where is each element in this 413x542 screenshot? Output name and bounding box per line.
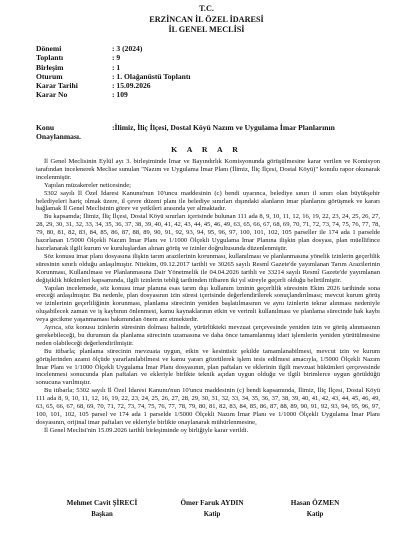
meta-value: : 109	[112, 90, 128, 100]
meta-row-donem	[36, 44, 191, 53]
meta-label: Toplantı	[36, 53, 64, 63]
meta-value: : 15.09.2026	[112, 81, 151, 91]
signature-clerk-1	[164, 499, 260, 521]
meta-value: : 9	[112, 53, 121, 63]
subject-value: :İlimiz, İliç İlçesi, Dostal Köyü Nazım ve Uygulama İmar Planlarının Onaylanması.	[36, 123, 335, 141]
header-institution: ERZİNCAN İL ÖZEL İDARESİ	[149, 14, 264, 24]
meta-label: Birleşim	[36, 62, 64, 72]
meta-value: : 3 (2024)	[112, 44, 143, 53]
signatory-name: Hasan ÖZMEN	[290, 499, 340, 507]
signatory-name: Ömer Faruk AYDIN	[180, 499, 244, 507]
paragraph: Söz konusu imar planı dosyasına ilişkin tarım arazilerinin korunması, kullanılması ve planlanmasına yönelik izinlerin geçerlilik süresinin sınırlı olduğu anlaşılmıştır. Nitekim, 09.12.2017 tarihli ve 30265 sayılı Resmî Gazete'de yayımlanan Tarım Arazilerinin Korunması, Kullanılması ve Planlanmasına Dair Yönetmelik ile 04.04.2026 tarihli ve 33214 sayılı Resmî Gazete'de yayımlanan değişiklik hükümleri kapsamında, ilgili izinlerin tebliğ tarihinden itibaren iki yıl süreyle geçerli olduğu belirtilmiştir.	[36, 252, 380, 284]
signatory-name: Mehmet Cavit ŞİRECİ	[66, 499, 138, 507]
meta-row-toplanti	[36, 53, 191, 62]
paragraph: İl Genel Meclisinin Eylül ayı 3. birleşiminde İmar ve Bayındırlık Komisyonunda görüşülmesine karar verilen ve Komisyon tarafından incelenerek Meclise sunulan "Nazım ve Uygulama İmar Planı (İlimiz, İliç İlçesi, Dostal Köyü)" konulu rapor okunarak incelenmiştir.	[36, 158, 380, 181]
meta-block	[36, 44, 191, 100]
meta-row-birlesim	[36, 63, 191, 72]
meta-row-karar-no	[36, 90, 191, 99]
subject-line	[36, 123, 380, 141]
paragraph: 5302 sayılı İl Özel İdaresi Kanunu'nun 10'uncu maddesinin (c) bendi uyarınca, belediye sınırı il sınırı olan büyükşehir belediyeleri hariç olmak üzere, il çevre düzeni planı ile belediye sınırları dışındaki alanların imar planlarını görüşmek ve kararı bağlamak İl Genel Meclisinin görev ve yetkileri arasında yer almaktadır.	[36, 189, 380, 213]
signatory-role: Katip	[203, 511, 221, 518]
paragraph: Bu itibarla; 5302 sayılı İl Özel İdaresi Kanunu'nun 10'uncu maddesinin (c) bendi kapsamında, İlimiz, İliç İlçesi, Dostal Köyü 111 ada 8, 9, 10, 11, 12, 16, 19, 22, 23, 24, 25, 26, 27, 28, 29, 30, 31, 32, 33, 34, 35, 36, 37, 38, 39, 40, 41, 42, 43, 44, 45, 46, 49, 63, 65, 66, 67, 68, 69, 70, 71, 72, 73, 74, 75, 76, 77, 78, 79, 80, 81, 82, 83, 84, 85, 86, 87, 88, 89, 90, 91, 92, 93, 94, 95, 96, 97, 100, 101, 102, 105 parsel ve 174 ada 1 parselde 1/5000 Ölçekli Nazım İmar Planı ve 1/1000 Ölçekli Uygulama İmar Planı dosyasının, orijinal imar paftaları ve ekleriyle birlikte onaylanarak mühürlenmesine,	[36, 387, 380, 426]
paragraph: Yapılan müzakereler neticesinde;	[44, 181, 131, 189]
meta-value: : 1	[112, 62, 121, 72]
header-tc: T.C.	[199, 4, 214, 13]
signature-chair	[52, 499, 152, 521]
signatory-role: Başkan	[91, 511, 113, 518]
meta-row-karar-tarihi	[36, 81, 191, 90]
signatory-role: Katip	[306, 511, 324, 518]
meta-label: Karar No	[36, 90, 68, 100]
paragraph: Yapılan incelemede, söz konusu imar planına esas tarım dışı kullanım izninin geçerlilik süresinin Ekim 2026 tarihinde sona ereceği anlaşılmıştır. Bu nedenle, plan dosyasının izin süresi içerisinde değerlendirilerek sonuçlandırılması; mevcut kurum görüş ve izinlerinin geçerliliğinin korunması, planlama sürecinin yeniden başlatılmasının ve aynı izinlerin tekrar alınması nedeniyle oluşabilecek zaman ve iş kaybının önlenmesi, kamu kaynaklarının etkin ve verimli kullanılması ve planlama sürecinde hak kaybı veya gecikme yaşanmaması bakımından önem arz etmektedir.	[36, 284, 380, 324]
subject-label: Konu	[36, 123, 55, 132]
meta-label: Karar Tarihi	[36, 81, 78, 91]
signature-clerk-2	[270, 499, 360, 521]
document-header	[0, 4, 413, 36]
paragraph: Ayrıca, söz konusu izinlerin süresinin dolması halinde, yürürlükteki mevzuat çerçevesinde yeniden izin ve görüş alınmasının gerekebileceği, bu durumun da planlama sürecinin uzamasına ve daha önce tamamlanmış idari işlemlerin yeniden yürütülmesine neden olabileceği değerlendirilmiştir.	[36, 324, 380, 347]
decision-title: K A R A R	[171, 145, 242, 154]
meta-value: : 1. Olağanüstü Toplantı	[112, 71, 191, 81]
meta-row-oturum	[36, 72, 191, 81]
decision-body	[36, 158, 380, 435]
meta-label: Oturum	[36, 71, 63, 81]
paragraph: İl Genel Meclisi'nin 15.09.2026 tarihli birleşiminde oy birliğiyle karar verildi.	[44, 426, 249, 434]
paragraph: Bu itibarla; planlama sürecinin mevzuata uygun, etkin ve kesintisiz şekilde tamamlanabilmesi, mevcut izin ve kurum görüşlerinden azami ölçüde yararlanılabilmesi ve kamu yararı gözetilerek işlem tesis edilmesi amacıyla, 1/5000 Ölçekli Nazım İmar Planı ve 1/1000 Ölçekli Uygulama İmar Planı dosyasının, plan paftaları ve eklerinin ilgili mevzuat hükümleri çerçevesinde incelenmesi sonucunda plan paftaları ve ekleriyle birlikte teknik açıdan uygun olduğu ve ilgili birimlerce uygun görüldüğü sonucuna varılmıştır.	[36, 347, 380, 387]
paragraph: Bu kapsamda; İlimiz, İliç İlçesi, Dostal Köyü sınırları içerisinde bulunan 111 ada 8, 9, 10, 11, 12, 16, 19, 22, 23, 24, 25, 26, 27, 28, 29, 30, 31, 32, 33, 34, 35, 36, 37, 38, 39, 40, 41, 42, 43, 44, 45, 46, 49, 63, 65, 66, 67, 68, 69, 70, 71, 72, 73, 74, 75, 76, 77, 78, 79, 80, 81, 82, 83, 84, 85, 86, 87, 88, 89, 90, 91, 92, 93, 94, 95, 96, 97, 100, 101, 102, 105 parseller ile 174 ada 1 parselde hazırlanan 1/5000 Ölçekli Nazım İmar Planı ve 1/1000 Ölçekli Uygulama İmar Planına ilişkin plan dosyası, plan müellifince hazırlanarak ilgili kurum ve kuruluşlardan alınan görüş ve izinler doğrultusunda düzenlenmiştir.	[36, 213, 380, 252]
header-council: İL GENEL MECLİSİ	[168, 25, 245, 34]
meta-label: Dönemi	[36, 44, 62, 53]
